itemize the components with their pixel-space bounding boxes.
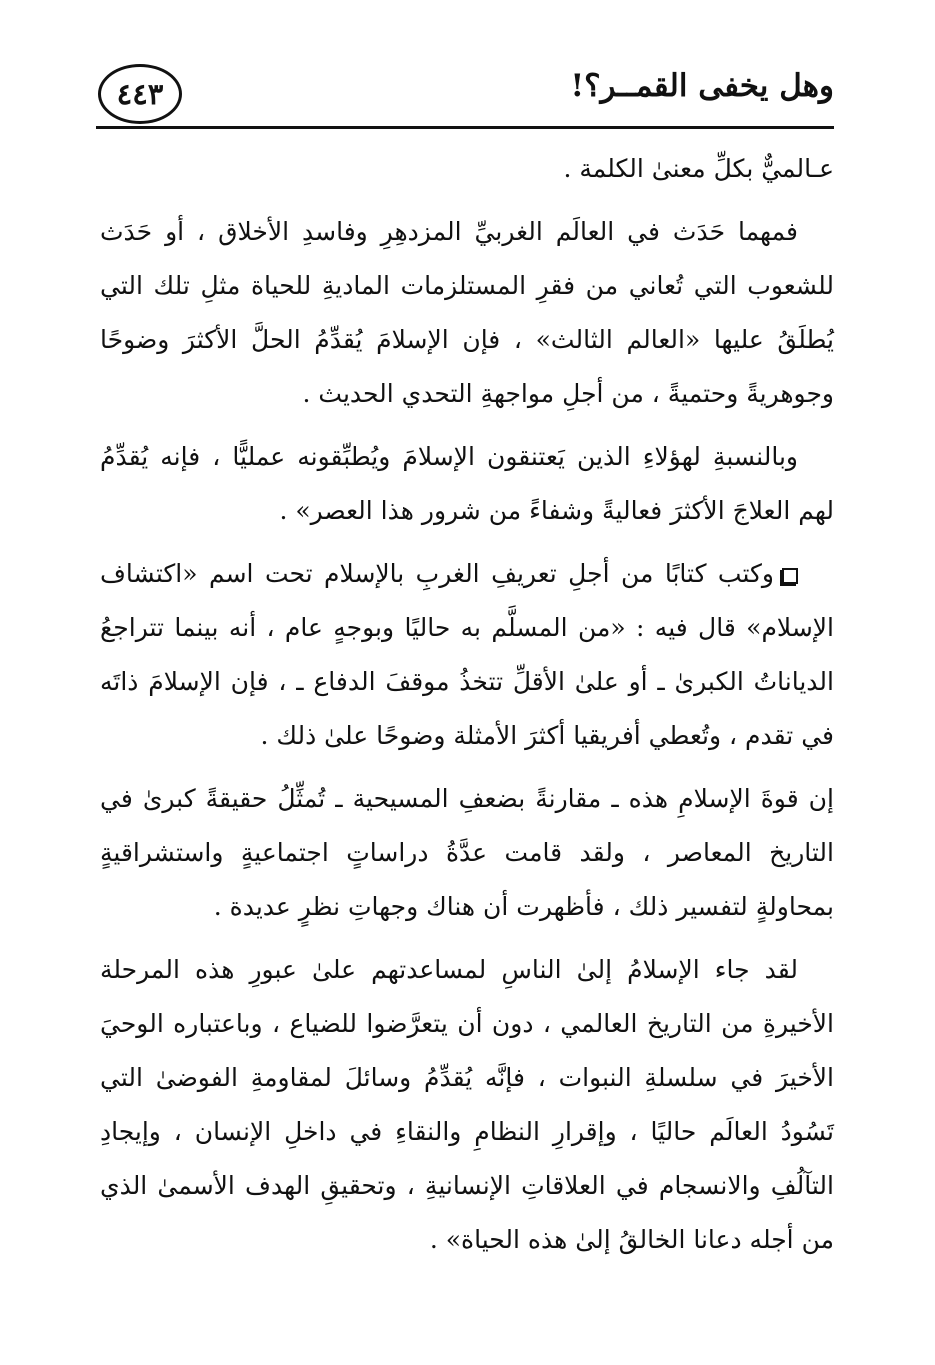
paragraph: وبالنسبةِ لهؤلاءِ الذين يَعتنقون الإسلامَ ويُطبِّقونه عمليًّا ، فإنه يُقدِّمُ لهم العلاجَ الأكثرَ فعاليةً وشفاءً من شرور هذا العصر» . (100, 442, 834, 525)
paragraph-continuation: عـالميٌّ بكلِّ معنىٰ الكلمة . (563, 154, 834, 183)
paragraph: إن قوةَ الإسلامِ هذه ـ مقارنةً بضعفِ المسيحية ـ تُمثِّلُ حقيقةً كبرىٰ في التاريخ المعاصر ، ولقد قامت عدَّةُ دراساتٍ اجتماعيةٍ واستشراقيةٍ بمحاولةٍ لتفسير ذلك ، فأظهرت أن هناك وجهاتِ نظرٍ عديدة . (100, 784, 834, 921)
paragraph-with-marker (100, 547, 834, 763)
page-body (100, 142, 834, 1276)
page-number-badge (98, 64, 182, 124)
square-bullet-icon (782, 568, 798, 584)
paragraph: لقد جاء الإسلامُ إلىٰ الناسِ لمساعدتهم علىٰ عبورِ هذه المرحلة الأخيرةِ من التاريخ العالمي ، دون أن يتعرَّضوا للضياع ، وباعتباره الوحيَ الأخيرَ في سلسلةِ النبوات ، فإنَّه يُقدِّمُ وسائلَ لمقاومةِ الفوضىٰ التي تَسُودُ العالَم حاليًا ، وإقرارِ النظامِ والنقاءِ في داخلِ الإنسان ، وإيجادِ التآلُفِ والانسجام في العلاقاتِ الإنسانيةِ ، وتحقيقِ الهدف الأسمىٰ الذي من أجله دعانا الخالقُ إلىٰ هذه الحياة» . (100, 955, 834, 1254)
page-number: ٤٤٣ (116, 77, 164, 111)
paragraph: فمهما حَدَث في العالَم الغربيِّ المزدهِرِ وفاسدِ الأخلاق ، أو حَدَث للشعوب التي تُعاني من فقرِ المستلزمات الماديةِ للحياة مثلِ تلك التي يُطلَقُ عليها «العالم الثالث» ، فإن الإسلامَ يُقدِّمُ الحلَّ الأكثرَ وضوحًا وجوهريةً وحتميةً ، من أجلِ مواجهةِ التحدي الحديث . (100, 217, 834, 408)
page-header (96, 64, 834, 129)
running-title: وهل يخفى القمــر؟! (570, 68, 834, 104)
paragraph-text: وكتب كتابًا من أجلِ تعريفِ الغربِ بالإسلام تحت اسم «اكتشاف الإسلام» قال فيه : «من المسلَّم به حاليًا وبوجهٍ عام ، أنه بينما تتراجعُ الدياناتُ الكبرىٰ ـ أو علىٰ الأقلِّ تتخذُ موقفَ الدفاع ـ ، فإن الإسلامَ ذاتَه في تقدم ، وتُعطي أفريقيا أكثرَ الأمثلة وضوحًا علىٰ ذلك . (100, 559, 834, 750)
